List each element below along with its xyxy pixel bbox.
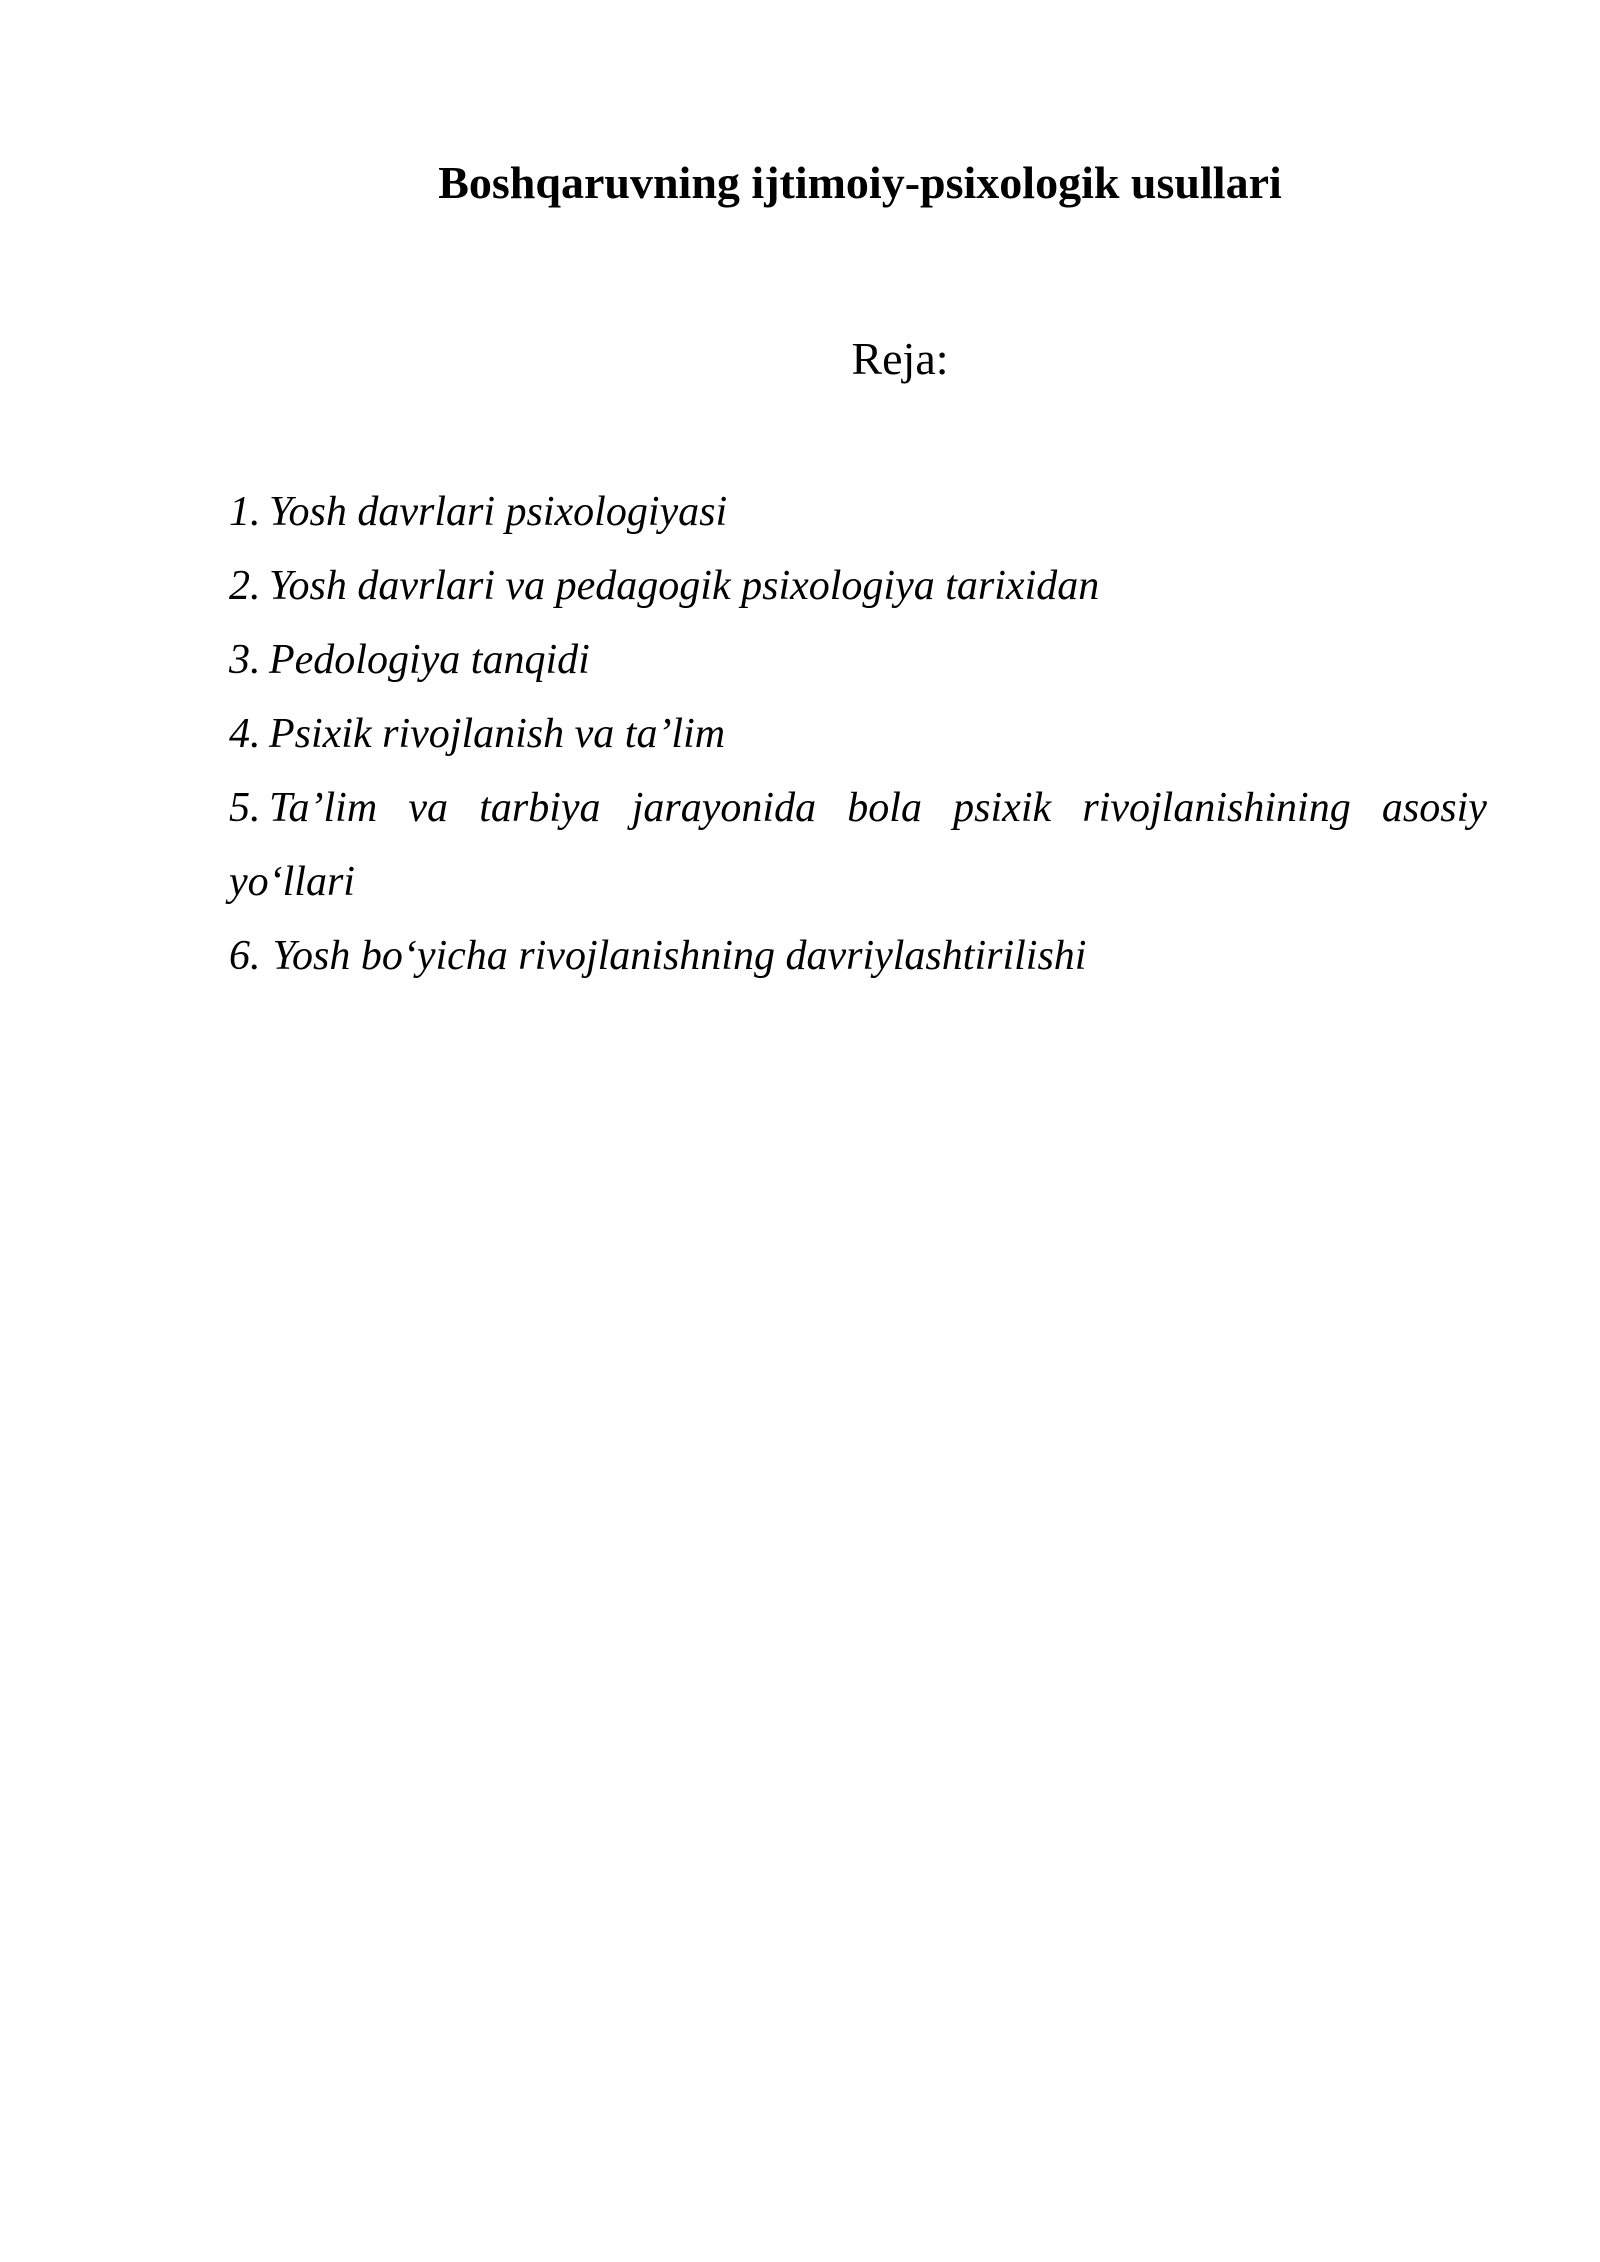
plan-item-word: va (408, 785, 449, 831)
plan-heading: Reja: (851, 333, 949, 384)
plan-item-number: 1. (229, 489, 261, 535)
plan-item-word: jarayonida (631, 785, 817, 831)
plan-item-number: 4. (229, 711, 261, 757)
plan-item-3 (229, 623, 1487, 697)
plan-item-5 (229, 771, 1487, 919)
plan-item-words (269, 771, 1487, 845)
plan-item-4 (229, 697, 1487, 771)
plan-item-6 (229, 919, 1487, 993)
plan-item-continuation: yo‘llari (229, 859, 355, 905)
plan-item-number: 5. (229, 785, 261, 831)
plan-item-number: 2. (229, 563, 261, 609)
plan-item-1 (229, 475, 1487, 549)
plan-item-text: Psixik rivojlanish va ta’lim (269, 711, 726, 757)
plan-item-text: Yosh davrlari psixologiyasi (269, 489, 728, 535)
plan-item-text: Pedologiya tanqidi (269, 637, 590, 683)
plan-item-word: bola (847, 785, 922, 831)
plan-item-number: 6. (229, 933, 261, 979)
plan-item-text: Yosh bo‘yicha rivojlanishning davriylashtirilishi (272, 933, 1087, 979)
plan-list (229, 475, 1487, 993)
plan-item-justified-line (229, 771, 1487, 845)
plan-item-number: 3. (229, 637, 261, 683)
plan-item-text: Yosh davrlari va pedagogik psixologiya tarixidan (269, 563, 1100, 609)
plan-item-word: psixik (953, 785, 1052, 831)
plan-item-2 (229, 549, 1487, 623)
plan-item-word: rivojlanishining (1082, 785, 1351, 831)
plan-item-word: Ta’lim (269, 785, 378, 831)
plan-item-word: asosiy (1381, 785, 1487, 831)
plan-item-word: tarbiya (479, 785, 601, 831)
document-title: Boshqaruvning ijtimoiy-psixologik usullari (438, 157, 1282, 208)
